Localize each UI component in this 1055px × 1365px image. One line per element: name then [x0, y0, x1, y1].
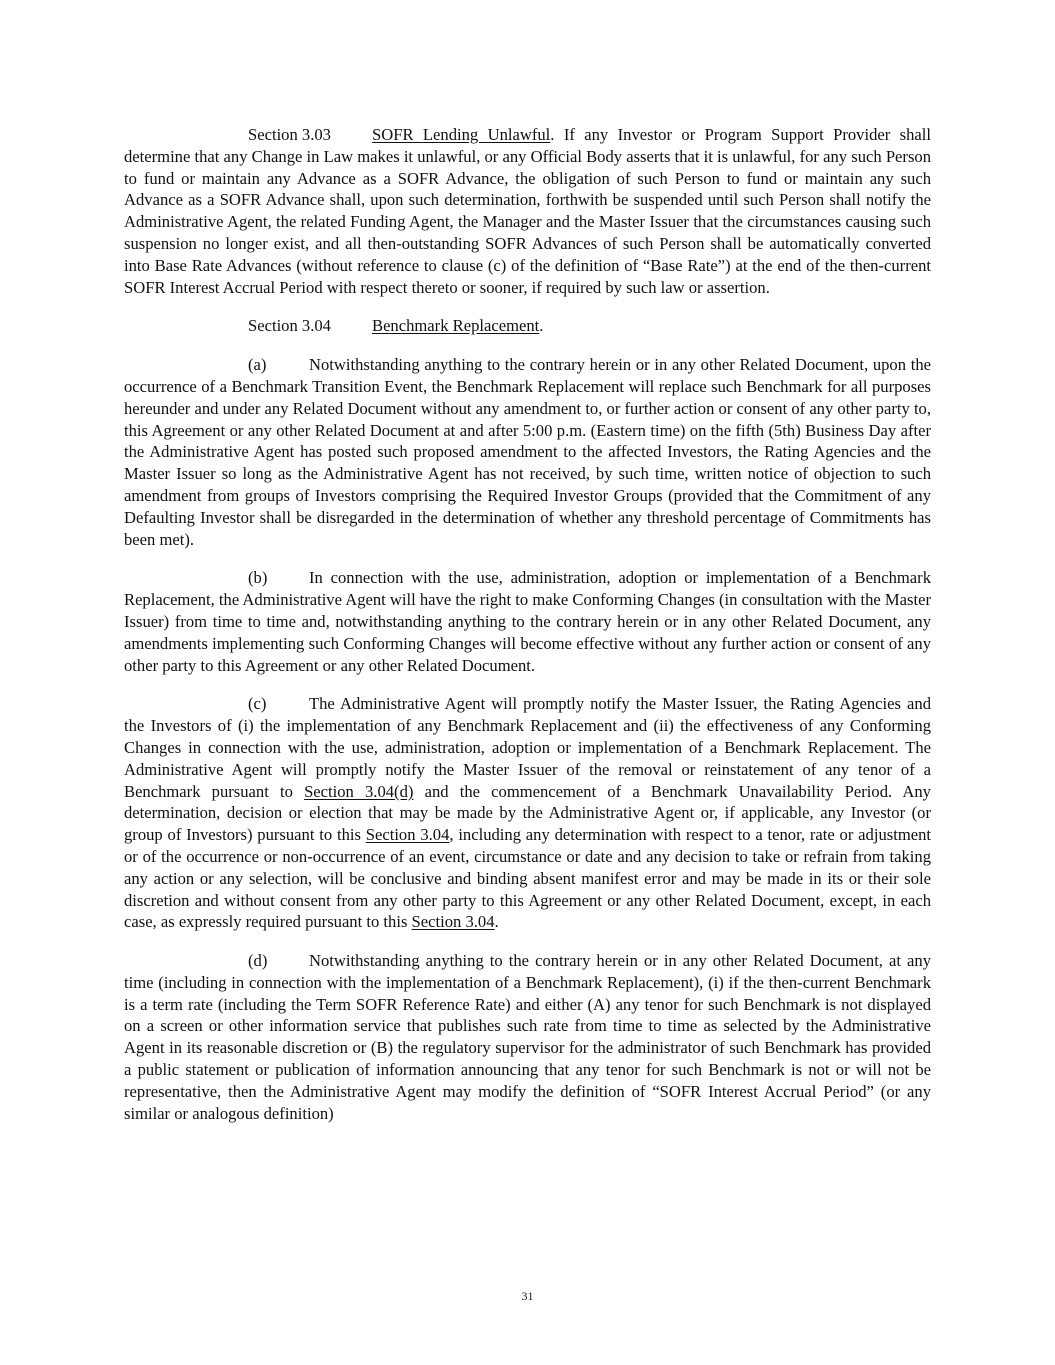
- section-3-04-reference-2: Section 3.04: [411, 912, 495, 932]
- paragraph-c-label: (c): [248, 694, 267, 714]
- paragraph-b-body: In connection with the use, administration, adoption or implementation of a Benchmark Replacement, the Administrative Agent will have the right to make Conforming Changes (in consultation with the Master Issuer) from time to time and, notwithstanding anything to the contrary herein or in any other Related Document, any amendments implementing such Conforming Changes will become effective without any further action or consent of any other party to this Agreement or any other Related Document.: [124, 568, 931, 675]
- paragraph-d-body: Notwithstanding anything to the contrary herein or in any other Related Document, at any time (including in connection with the implementation of a Benchmark Replacement), (i) if the then-current Benchmark is a term rate (including the Term SOFR Reference Rate) and either (A) any tenor for such Benchmark is not displayed on a screen or other information service that publishes such rate from time to time as selected by the Administrative Agent in its reasonable discretion or (B) the regulatory supervisor for the administrator of such Benchmark has provided a public statement or publication of information announcing that any tenor for such Benchmark is not or will not be representative, then the Administrative Agent may modify the definition of “SOFR Interest Accrual Period” (or any similar or analogous definition): [124, 951, 931, 1123]
- paragraph-a-label: (a): [248, 355, 267, 375]
- section-3-04-number: Section 3.04: [248, 316, 331, 336]
- section-3-04-period: .: [539, 316, 544, 336]
- section-3-03-paragraph: [124, 124, 931, 298]
- paragraph-a: [124, 354, 931, 550]
- paragraph-b-label: (b): [248, 568, 268, 588]
- paragraph-c-text-4: .: [494, 912, 499, 932]
- paragraph-c-text-2: and the commencement of a Benchmark Unavailability Period. Any determination, decision or election that may be made by the Administrative Agent or, if applicable, any Investor (or group of Investors) pursuant to this: [124, 781, 931, 845]
- section-3-04d-reference: Section 3.04(d): [304, 781, 414, 801]
- page-number: 31: [521, 1289, 534, 1303]
- section-3-03-number: Section 3.03: [248, 125, 331, 144]
- document-page: [124, 124, 931, 1141]
- section-3-04-heading: Benchmark Replacement: [372, 316, 540, 336]
- section-3-03-heading: SOFR Lending Unlawful: [372, 125, 551, 144]
- paragraph-a-body: Notwithstanding anything to the contrary herein or in any other Related Document, upon the occurrence of a Benchmark Transition Event, the Benchmark Replacement will replace such Benchmark for all purposes hereunder and under any Related Document without any amendment to, or further action or consent of any other party to, this Agreement or any other Related Document at and after 5:00 p.m. (Eastern time) on the fifth (5th) Business Day after the Administrative Agent has posted such proposed amendment to the affected Investors, the Rating Agencies and the Master Issuer so long as the Administrative Agent has not received, by such time, written notice of objection to such amendment from groups of Investors comprising the Required Investor Groups (provided that the Commitment of any Defaulting Investor shall be disregarded in the determination of whether any threshold percentage of Commitments has been met).: [124, 355, 931, 549]
- paragraph-c-text-1: The Administrative Agent will promptly notify the Master Issuer, the Rating Agencies and the Investors of (i) the implementation of any Benchmark Replacement and (ii) the effectiveness of any Conforming Changes in connection with the use, administration, adoption or implementation of a Benchmark Replacement. The Administrative Agent will promptly notify the Master Issuer of the removal or reinstatement of any tenor of a Benchmark pursuant to: [124, 694, 931, 801]
- paragraph-d-label: (d): [248, 951, 268, 971]
- section-3-03-body: . If any Investor or Program Support Provider shall determine that any Change in Law makes it unlawful, or any Official Body asserts that it is unlawful, for any such Person to fund or maintain any Advance as a SOFR Advance, the obligation of such Person to fund or maintain any such Advance as a SOFR Advance shall, upon such determination, forthwith be suspended until such Person shall notify the Administrative Agent, the related Funding Agent, the Manager and the Master Issuer that the circumstances causing such suspension no longer exist, and all then-outstanding SOFR Advances of such Person shall be automatically converted into Base Rate Advances (without reference to clause (c) of the definition of “Base Rate”) at the end of the then-current SOFR Interest Accrual Period with respect thereto or sooner, if required by such law or assertion.: [124, 125, 931, 297]
- paragraph-b: [124, 567, 931, 676]
- paragraph-c-text-3: , including any determination with respect to a tenor, rate or adjustment or of the occurrence or non-occurrence of an event, circumstance or date and any decision to take or refrain from taking any action or any selection, will be conclusive and binding absent manifest error and may be made in its or their sole discretion and without consent from any other party to this Agreement or any other Related Document, except, in each case, as expressly required pursuant to this: [124, 825, 931, 932]
- paragraph-c: [124, 693, 931, 933]
- section-3-04-heading-paragraph: [124, 315, 931, 337]
- section-3-04-reference: Section 3.04: [365, 825, 450, 845]
- paragraph-d: [124, 950, 931, 1124]
